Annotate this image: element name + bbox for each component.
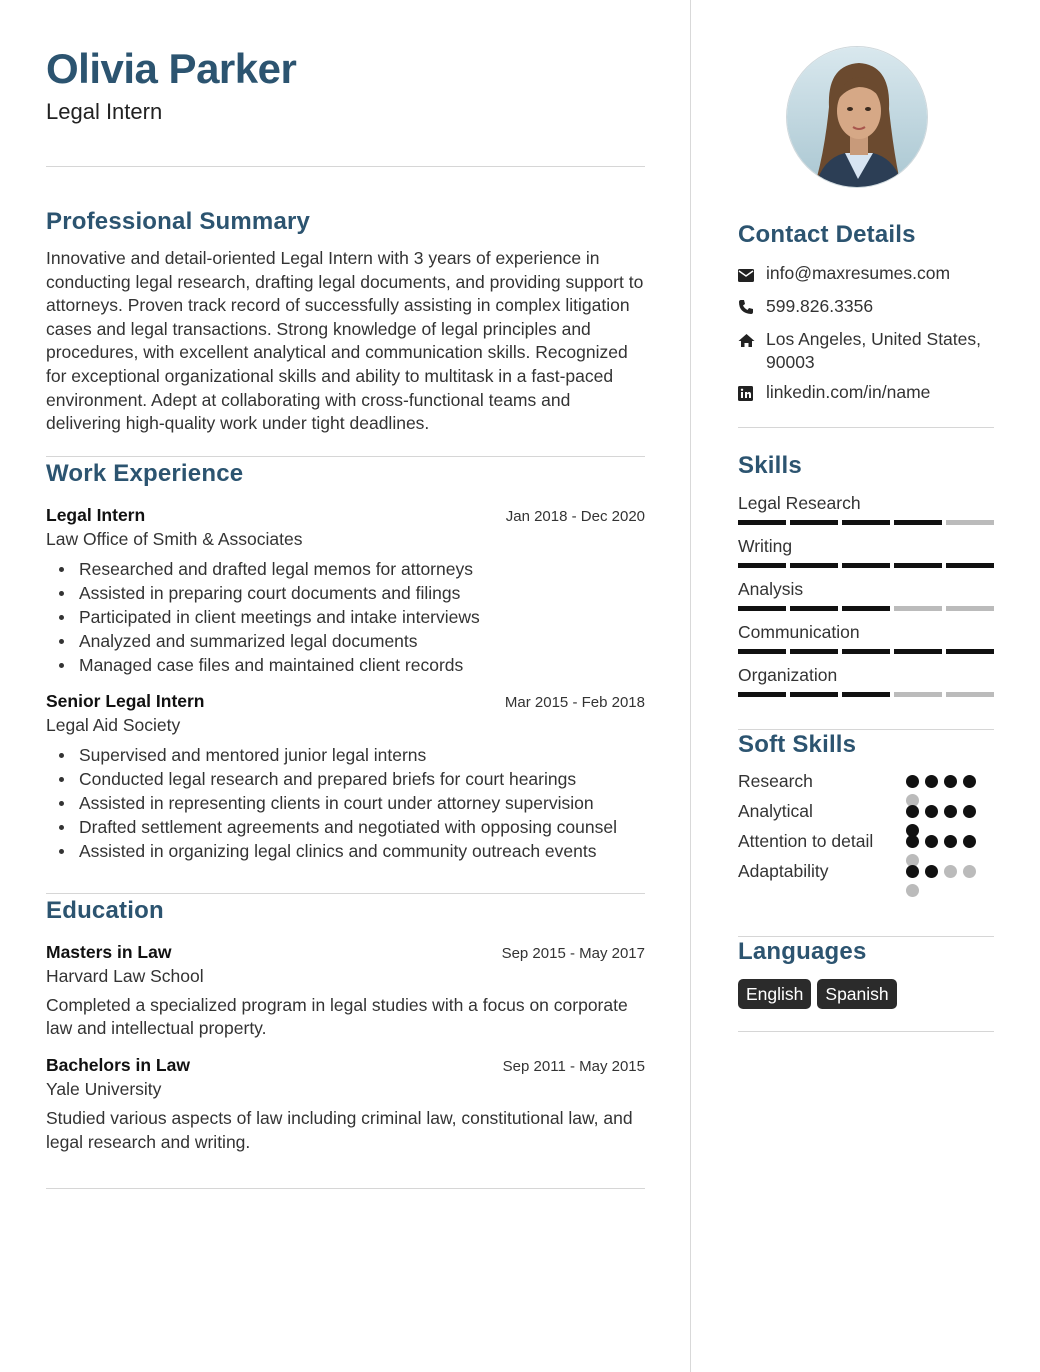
- avatar: [786, 46, 928, 188]
- job-org: Legal Aid Society: [46, 714, 181, 735]
- school-name: Yale University: [46, 1078, 162, 1099]
- skill-level-segment: [738, 606, 786, 611]
- skill-level-segment: [790, 649, 838, 654]
- skill-level-segment: [894, 606, 942, 611]
- skill-level-segment: [842, 563, 890, 568]
- contact-heading: Contact Details: [738, 221, 916, 248]
- education-entry: [46, 1053, 645, 1154]
- skill-level-segment: [738, 563, 786, 568]
- list-item: Participated in client meetings and intake interviews: [46, 605, 645, 629]
- job-title-text: Legal Intern: [46, 504, 146, 525]
- soft-skill-item: [738, 830, 994, 853]
- soft-skill-item: [738, 800, 994, 823]
- summary-text: Innovative and detail-oriented Legal Intern with 3 years of experience in conducting legal research, drafting legal documents, and providing support to attorneys. Proven track record of successfully assisting in complex litigation cases and legal transactions. Strong knowledge of legal principles and procedures, with excellent analytical and communication skills. Recognized for exceptional organizational skills and ability to multitask in a fast-paced environment. Adept at collaborating with cross-functional teams and delivering high-quality work under tight deadlines.: [46, 248, 644, 434]
- job-dates: Mar 2015 - Feb 2018: [504, 693, 645, 711]
- rating-dot: [925, 835, 938, 848]
- soft-skill-label: Analytical: [738, 801, 813, 821]
- skill-item: [738, 578, 994, 611]
- skill-level-segment: [894, 692, 942, 697]
- skill-label: Analysis: [738, 579, 804, 599]
- rating-dot: [906, 775, 919, 788]
- language-pill: Spanish: [817, 979, 896, 1009]
- skill-level-segment: [894, 563, 942, 568]
- languages-list: [738, 979, 994, 1009]
- rating-dot: [963, 775, 976, 788]
- soft-skill-label: Research: [738, 771, 813, 791]
- skill-item: [738, 492, 994, 525]
- linkedin-icon: [738, 381, 766, 407]
- skill-label: Organization: [738, 665, 838, 685]
- contact-linkedin: [738, 381, 994, 407]
- education-section: [46, 896, 645, 1154]
- education-dates: Sep 2011 - May 2015: [502, 1057, 645, 1075]
- education-desc: Completed a specialized program in legal studies with a focus on corporate law and intellectual property.: [46, 994, 628, 1039]
- skill-level-segment: [842, 520, 890, 525]
- job-org: Law Office of Smith & Associates: [46, 528, 303, 549]
- skill-level-bar: [738, 692, 994, 697]
- skills-section: [738, 451, 994, 697]
- list-item: Assisted in preparing court documents and filings: [46, 581, 645, 605]
- column-divider: [690, 0, 691, 1372]
- contact-email: [738, 262, 994, 288]
- education-entry: [46, 940, 645, 1041]
- phone-text[interactable]: 599.826.3356: [766, 296, 874, 316]
- rating-dot: [944, 865, 957, 878]
- job-entry: [46, 689, 645, 863]
- job-entry: [46, 503, 645, 677]
- skill-level-segment: [894, 520, 942, 525]
- experience-section: [46, 459, 645, 863]
- skill-level-segment: [946, 606, 994, 611]
- phone-icon: [738, 295, 766, 321]
- soft-skills-section: [738, 729, 994, 883]
- skills-list: [738, 492, 994, 697]
- skill-level-segment: [842, 649, 890, 654]
- rating-dot: [925, 865, 938, 878]
- list-item: Drafted settlement agreements and negotiated with opposing counsel: [46, 815, 645, 839]
- skill-label: Legal Research: [738, 493, 861, 513]
- portrait-icon: [787, 47, 928, 188]
- skill-level-segment: [946, 692, 994, 697]
- language-pill: English: [738, 979, 811, 1009]
- soft-skill-item: [738, 770, 994, 793]
- languages-section: [738, 936, 994, 1032]
- list-item: Researched and drafted legal memos for attorneys: [46, 557, 645, 581]
- rating-dot: [944, 805, 957, 818]
- section-divider: [738, 1031, 994, 1032]
- home-icon: [738, 328, 766, 354]
- skill-level-segment: [946, 520, 994, 525]
- skill-level-segment: [790, 692, 838, 697]
- section-divider: [46, 893, 645, 894]
- rating-dot: [906, 805, 919, 818]
- skills-heading: Skills: [738, 452, 802, 479]
- skill-level-segment: [842, 692, 890, 697]
- soft-skill-item: [738, 860, 994, 883]
- rating-dot: [906, 835, 919, 848]
- soft-skill-label: Adaptability: [738, 861, 829, 881]
- skill-level-segment: [946, 563, 994, 568]
- skill-level-segment: [738, 649, 786, 654]
- rating-dot: [944, 775, 957, 788]
- list-item: Managed case files and maintained client records: [46, 653, 645, 677]
- list-item: Assisted in organizing legal clinics and community outreach events: [46, 839, 645, 863]
- skill-level-segment: [738, 520, 786, 525]
- skill-item: [738, 664, 994, 697]
- skill-level-bar: [738, 563, 994, 568]
- email-text[interactable]: info@maxresumes.com: [766, 263, 951, 283]
- languages-heading: Languages: [738, 938, 867, 965]
- skill-level-segment: [946, 649, 994, 654]
- candidate-name: Olivia Parker: [46, 45, 297, 92]
- skill-level-bar: [738, 606, 994, 611]
- address-text: Los Angeles, United States, 90003: [766, 329, 981, 372]
- skill-level-segment: [894, 649, 942, 654]
- skill-level-segment: [790, 520, 838, 525]
- experience-heading: Work Experience: [46, 459, 244, 487]
- skill-level-segment: [738, 692, 786, 697]
- summary-heading: Professional Summary: [46, 208, 311, 235]
- skill-level-segment: [790, 563, 838, 568]
- section-divider: [738, 427, 994, 428]
- list-item: Supervised and mentored junior legal interns: [46, 743, 645, 767]
- section-divider: [46, 1188, 645, 1189]
- soft-skills-heading: Soft Skills: [738, 731, 857, 758]
- section-divider: [46, 456, 645, 457]
- contact-address: [738, 328, 994, 374]
- education-desc: Studied various aspects of law including criminal law, constitutional law, and legal research and writing.: [46, 1107, 633, 1152]
- rating-dot: [906, 865, 919, 878]
- rating-dot: [925, 775, 938, 788]
- main-column: [46, 46, 645, 1189]
- skill-label: Writing: [738, 536, 793, 556]
- list-item: Conducted legal research and prepared briefs for court hearings: [46, 767, 645, 791]
- soft-skills-list: [738, 770, 994, 883]
- skill-item: [738, 621, 994, 654]
- job-title: Legal Intern: [46, 99, 163, 124]
- skill-level-bar: [738, 649, 994, 654]
- skill-item: [738, 535, 994, 568]
- list-item: Assisted in representing clients in court under attorney supervision: [46, 791, 645, 815]
- contact-section: [738, 220, 994, 428]
- rating-dot: [925, 805, 938, 818]
- job-bullets: [46, 557, 645, 677]
- job-title-text: Senior Legal Intern: [46, 690, 205, 711]
- rating-dot: [963, 835, 976, 848]
- soft-skill-label: Attention to detail: [738, 831, 874, 851]
- degree-title: Bachelors in Law: [46, 1054, 190, 1075]
- list-item: Analyzed and summarized legal documents: [46, 629, 645, 653]
- rating-dot: [963, 865, 976, 878]
- degree-title: Masters in Law: [46, 941, 172, 962]
- rating-dot: [963, 805, 976, 818]
- soft-skill-rating: [906, 865, 986, 897]
- skill-label: Communication: [738, 622, 860, 642]
- rating-dot: [906, 884, 919, 897]
- education-dates: Sep 2015 - May 2017: [501, 944, 645, 962]
- school-name: Harvard Law School: [46, 965, 204, 986]
- summary-section: [46, 207, 645, 436]
- header-divider: [46, 166, 645, 167]
- skill-level-segment: [790, 606, 838, 611]
- linkedin-text[interactable]: linkedin.com/in/name: [766, 382, 931, 402]
- education-heading: Education: [46, 896, 164, 924]
- job-bullets: [46, 743, 645, 863]
- contact-phone: [738, 295, 994, 321]
- envelope-icon: [738, 262, 766, 288]
- job-dates: Jan 2018 - Dec 2020: [505, 507, 645, 525]
- skill-level-bar: [738, 520, 994, 525]
- rating-dot: [944, 835, 957, 848]
- skill-level-segment: [842, 606, 890, 611]
